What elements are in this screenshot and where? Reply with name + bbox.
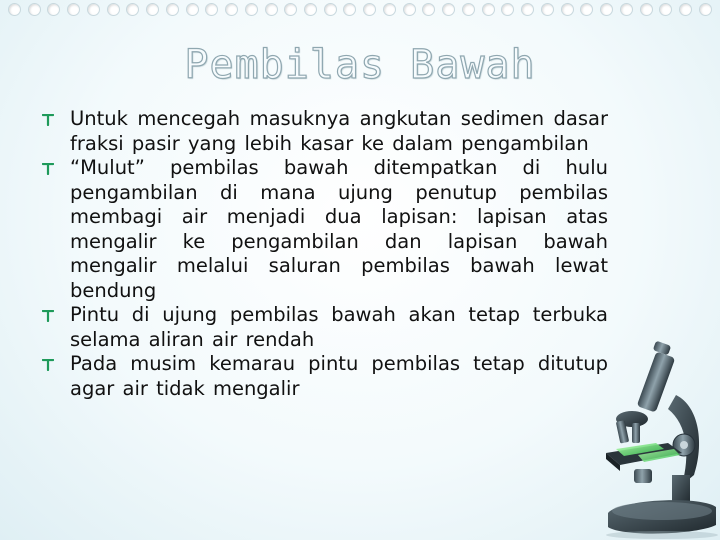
bullet-text: Untuk mencegah masuknya angkutan sedimen dasar fraksi pasir yang lebih kasar ke dalam pengambilan [70, 107, 608, 155]
microscope-icon [598, 335, 720, 540]
bullet-text: Pada musim kemarau pintu pembilas tetap ditutup agar air tidak mengalir [70, 352, 608, 400]
anchor-bullet-icon [42, 359, 54, 371]
binder-hole [561, 3, 574, 16]
binder-hole [284, 3, 297, 16]
binder-hole [107, 3, 120, 16]
binder-hole [324, 3, 337, 16]
bullet-text: Pintu di ujung pembilas bawah akan tetap terbuka selama aliran air rendah [70, 303, 608, 351]
list-item [70, 107, 608, 156]
binder-hole [126, 3, 139, 16]
binder-hole [521, 3, 534, 16]
bullet-text: “Mulut” pembilas bawah ditempatkan di hulu pengambilan di mana ujung penutup pembilas membagi air menjadi dua lapisan: lapisan atas mengalir ke pengambilan dan lapisan bawah mengalir melalui saluran pembilas bawah lewat bendung [70, 156, 608, 302]
binder-hole [403, 3, 416, 16]
binder-hole [304, 3, 317, 16]
binder-hole [166, 3, 179, 16]
binder-hole [47, 3, 60, 16]
anchor-bullet-icon [42, 310, 54, 322]
binder-hole [205, 3, 218, 16]
binder-hole [67, 3, 80, 16]
binder-hole [245, 3, 258, 16]
binder-hole [699, 3, 712, 16]
binder-hole [343, 3, 356, 16]
slide-title: Pembilas Bawah [184, 42, 536, 88]
binder-hole [265, 3, 278, 16]
binder-hole [422, 3, 435, 16]
binder-hole [442, 3, 455, 16]
anchor-bullet-icon [42, 163, 54, 175]
binder-hole [501, 3, 514, 16]
anchor-bullet-icon [42, 114, 54, 126]
binder-hole [146, 3, 159, 16]
binder-hole [620, 3, 633, 16]
binder-hole [462, 3, 475, 16]
binder-holes [8, 0, 712, 18]
binder-hole [383, 3, 396, 16]
binder-hole [600, 3, 613, 16]
binder-hole [87, 3, 100, 16]
binder-hole [186, 3, 199, 16]
binder-hole [679, 3, 692, 16]
bullet-list [70, 107, 608, 401]
list-item [70, 303, 608, 352]
binder-hole [640, 3, 653, 16]
list-item [70, 156, 608, 303]
list-item [70, 352, 608, 401]
binder-hole [225, 3, 238, 16]
binder-hole [659, 3, 672, 16]
binder-hole [541, 3, 554, 16]
binder-hole [8, 3, 21, 16]
binder-hole [363, 3, 376, 16]
binder-hole [482, 3, 495, 16]
binder-hole [580, 3, 593, 16]
binder-hole [28, 3, 41, 16]
